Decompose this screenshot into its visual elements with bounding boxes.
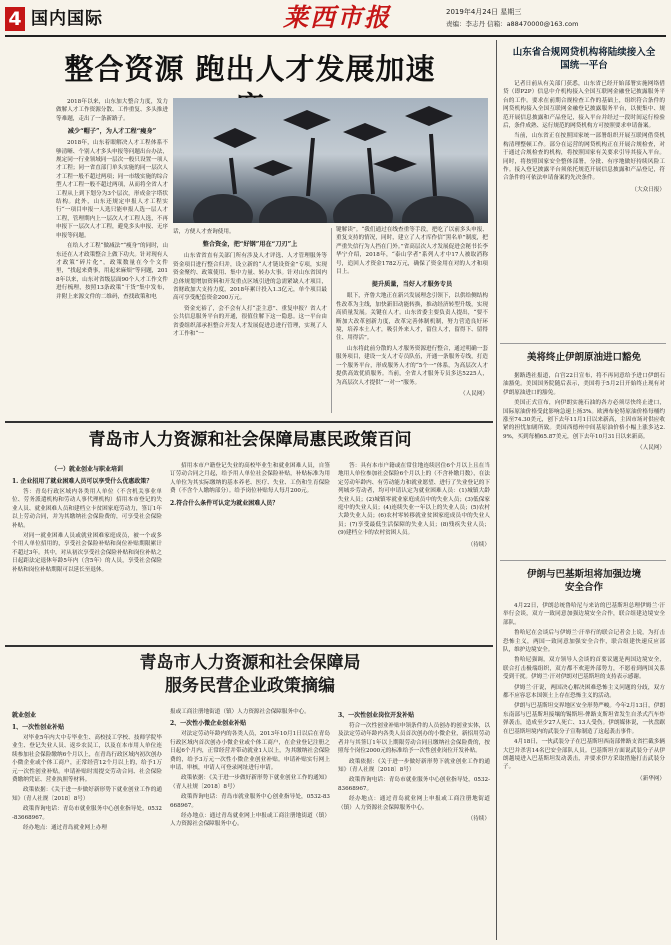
paragraph: 政策依据：《关于进一步做好新形势下就业创业工作的通知》（青人社规〔2018〕8号）: [170, 775, 330, 790]
sidebar-bottom-article: [503, 564, 665, 782]
page-number: 4: [5, 7, 25, 31]
qa-article-title: 青岛市人力资源和社会保障局惠民政策百问: [88, 430, 412, 450]
source-tag: （待续）: [467, 816, 490, 823]
paragraph: 政策依据：《关于进一步做好新形势下就业创业工作的通知》（青人社规〔2018〕8号）: [12, 787, 162, 802]
subsection-heading: 1、一次性创业补贴: [12, 724, 65, 731]
sidebar-bottom-title: 伊朗与巴基斯坦将加强边境安全合作: [527, 569, 642, 593]
paragraph: 4月18日，一伙武装分子在巴基斯坦西南部俾路支省拦截多辆大巴并杀害14名巴安全部队人员。巴基斯坦方面说武装分子从伊朗越境进入巴基斯坦发动袭击，并要求伊方采取措施打击武装分子。: [503, 739, 665, 771]
sidebar-divider: [500, 343, 666, 344]
paragraph: 2018年，山东着眼解决人才工程体系不够清晰、个别人才多头申报等问题出台办法，规定同一行业领域同一层次一般只设置一项人才工程；同一省直部门单头实施的同一层次人才工程一般不超过两项；同一市级实施的综合型人才工程一般不超过两项，从而将全省人才工程从上到下划分为3个层次，形成金字塔状结构。此外，山东还规定申报人才工程实行“一项目申报一人选只能申报人选一层人才工程，管理期内上一层次人才工程人选，不再申报下一层次人才工程，避免多头申报、无序申报等问题。: [56, 140, 168, 239]
paragraph: 山东将此前分散的人才服务资源进行整合，通过明确一套服务项目，建设一支人才专员队伍，开通一条服务专线，打造一个服务平台，形成服务人才的“5个一”体系，为高层次人才提供高效优质服务。当前，全省人才服务专员多达5225人，为高层次人才提供“一对一”服务。: [336, 345, 488, 386]
summary-title-line2: 服务民营企业政策摘编: [165, 676, 335, 696]
section-heading: 就业创业: [12, 712, 37, 719]
paragraph: 话，方便人才查询使用。: [173, 229, 235, 235]
paragraph: 资金充裕了，会不会有人打“歪主意”、重复申报？省人才公共信息服务平台的开通，很值住解下这一隐患。这一平台由省委组织部承担整合开发人才发展促进总进行管理，实现了人才工作和“一: [173, 305, 327, 338]
paragraph: 在给人才工程“做减法”“瘦身”的同时，山东还在人才政策整合上做下功夫。针对现有人才政策“碎片化”，政策数量在今个文件里，“找起来费事，用起来麻烦”等问题，2018年以来，山东对省级层面90个人才工作文件进行梳理，按照13条政策“干货”集中发布，并附上来源文件的二维码，查找政策和电: [56, 243, 168, 300]
source-tag: （人民网）: [460, 390, 488, 397]
paragraph: 4月22日，伊朗总统鲁哈尼与来访的巴基斯坦总理伊姆兰·汗举行会谈，双方一致同意加强边境安全合作，联合组建边境安全部队。: [503, 603, 665, 626]
section-label: （一）就业创业与职业培训: [50, 466, 123, 473]
lead-article-col3: [336, 98, 488, 397]
paragraph: 政策咨询电话：青岛市就业服务中心创业指导处，0532-83668967。: [170, 794, 330, 809]
issue-date: 2019年4月24日 星期三: [446, 8, 522, 16]
subsection-heading: 2、一次性小微企业创业补贴: [170, 720, 247, 728]
lead-article-col2: [173, 228, 327, 340]
paragraph: 当前，山东省正在按照国家统一部署组织开展互联网借贷机构清理整顿工作。部分在运营的网贷机构正在开展合规检查，对于通过合规检查的机构，将按照国家有关要求引导其接入平台。同时，将按照国家安全整体部署，分批、有序地做好持续风险工作。接入登记披露平台须依托规范开展信息披露和产品登记，符合条件的可依法申请备案的先决条件。: [503, 133, 665, 182]
paragraph: 经办地点：通过青岛就业网上办理: [23, 825, 107, 832]
paragraph: 经办地点：通过青岛就业网上申报或工商注册地街道（镇）人力资源社会保障服务中心。: [338, 796, 490, 811]
lead-article-col1: [56, 98, 168, 303]
paragraph: 记者日前从有关部门获悉，山东省已经开始部署实施网络借贷（即P2P）信息中介机构接入全国互联网金融登记披露服务平台的工作。要求在前期合规检查工作的基础上，组织符合条件的网贷机构接入全国互联网金融登记披露服务平台，以便集中、规范开展信息披露和产品登记，接入平台并经过一段时间运行检验后，条件成熟、运行规范的网贷机构方可按照要求申请备案。: [503, 81, 665, 130]
source-tag: （待续）: [467, 541, 490, 548]
qa-article-col3: [338, 462, 490, 548]
editor-line: 责编：李志丹 信箱：a88470000@163.com: [446, 20, 579, 28]
source-tag: （大众日报）: [631, 186, 665, 193]
summary-col2: [170, 708, 330, 831]
paragraph: 符合一次性创业补贴申领条件的人员创办的创业实体，以及法定劳动年龄内各类人员首次创办的小微企业，新招用劳动者并与其签订1年以上期限劳动合同且缴纳社会保险费的，按照每个岗位2000元的标准给予一次性创业岗位开发补贴。: [338, 723, 490, 755]
sidebar-mid-title: 美将终止伊朗原油进口豁免: [527, 352, 642, 363]
masthead-logo: 莱西市报: [283, 3, 392, 32]
sidebar-top-title: 山东省合规网贷机构将陆续接入全国统一平台: [512, 47, 656, 71]
subheading: 减少“帽子”，为人才工程“瘦身”: [67, 128, 157, 136]
paragraph: 美国正式宣布，向伊朗实施石油的各方必须尽快终止进口，国际原油价格受此影响急速上扬3%。欧洲布伦特原油价格每桶约涨至74.30美元，创下去年11月1日以来新高，主因市场对供应收紧的担忧加剧所致。美国西德州中间基原油价格小幅上涨多达2.9%，买到每桶65.87美元，创下去年10月31日以来新高。: [503, 400, 665, 440]
paragraph: 对同一就业困难人员或就业困难家庭成员，被一个或多个用人单位招用的，享受社会保险补贴和岗位补贴期限累计不超过3年。其中，对从初次享受社会保险补贴和岗位补贴之日起距法定退休年龄5年内（含5年）的人员，享受社会保险补贴和岗位补贴期限可以延长至退休。: [12, 533, 162, 573]
paragraph: 政策咨询电话：青岛市就业服务中心创业指导处，0532-83668967。: [338, 777, 490, 792]
lead-article-title: 整合资源 跑出人才发展加速: [64, 52, 436, 86]
summary-col3: [338, 708, 490, 822]
sidebar-mid-article: [503, 347, 665, 451]
paragraph: 据路透社报道，白宫22日宣布，将不再同意给予进口伊朗石油豁免。美国国务院随后表示，美国将于5月2日开始终止现有对伊朗原油进口的豁免。: [503, 373, 665, 396]
paragraph: 伊姆兰·汗说，两国决心解决困难恐怖主义问题的分歧，双方都不应容忍本国领土上存在恐怖主义的活动。: [503, 684, 665, 700]
qa-article-col2: [170, 462, 330, 510]
paragraph: 答：青岛行政区域内各类用人单位（不含机关事业单位、劳务派遣机构和劳动人事代理机构）招用本市登记的失业人员、就业困难人员和建档立卡贫困家庭劳动力，签订1年以上劳动合同，并为其缴纳社会保险费的，可享受社会保险补贴。: [12, 489, 162, 529]
paragraph: 鲁哈尼强调，双方领导人会谈的首要议题是两国边境安全，联合打击极端组织，双方都不欢迎外部势力，不愿看到两国关系受到干扰。伊姆兰·汗对伊朗对巴基斯坦的支持表示感谢。: [503, 657, 665, 681]
subsection-heading: 3、一次性创业岗位开发补贴: [338, 712, 415, 719]
summary-title-line1: 青岛市人力资源和社会保障局: [139, 653, 361, 673]
paragraph: 对法定劳动年龄内的各类人员，2013年10月1日以后在青岛行政区域内首次创办小微企业或个体工商户，在企业登记注册之日起6个月内，正常经营并带动就业1人以上，为其缴纳社会保险费的，给予3万元一次性小微企业创业补贴。申请补贴实行网上申请、审核，申请人可登录网址进行申请。: [170, 731, 330, 772]
section-divider: [5, 645, 493, 647]
paragraph: 经办地点：通过青岛就业网上申报或工商注册地街道（镇）人力资源社会保障服务中心。: [170, 813, 330, 828]
photo-caption: 提升质量，当好人才服务专员: [371, 281, 453, 289]
paragraph: 眼下，齐鲁大地正在新兴发展理念引领下，以供给侧结构性改革为主线，加快新旧动能转换，推动经济转型升级，实现高质量发展。关键在人才。山东省委主要负责人提出，“要不断加大改革创新力度，改革完善体制机制，努力营造良好环境，培养本土人才，吸引外来人才，留住人才，留得下、留得住、用得活”。: [336, 293, 488, 342]
section-title: 国内国际: [31, 9, 103, 29]
question: 2.符合什么条件可认定为就业困难人员？: [170, 499, 279, 507]
subheading: 整合资金，把“好钢”用在“刀刃”上: [202, 241, 298, 249]
section-divider: [5, 421, 493, 423]
source-tag: （新华网）: [637, 775, 665, 782]
sidebar-rule: [496, 40, 497, 940]
paragraph: 山东省省直有关部门所有涉及人才评选、人才管理服务等资金项目进行整合归并，设立新的“人才链设资金”专项，实现资金聚约、政策使用、集中力量、转办大事。针对山东省国内总体规划增加资料和开发重点区域引进的急需紧缺人才项目，省财政加大支持力度，2018年累计投入1.3亿元，单个项目最高可享受配套资金200万元。: [173, 253, 327, 302]
qa-article-col1: [12, 462, 162, 576]
question: 1. 企业招用了就业困难人员可以享受什么优惠政策？: [12, 478, 153, 485]
paragraph: 招用本市户籍登记失业的高校毕业生和就业困难人员，自签订劳动合同之月起，给予用人单位社会保险补贴，补贴标准为用人单位为其实际缴纳的基本养老、医疗、失业、工伤和生育保险费（不含个人缴纳部分）。给予岗位补贴每人每月200元。: [170, 463, 330, 495]
paragraph: 鲁哈尼在会谈后与伊姆兰·汗举行的联合记者会上说，为打击恐怖主义，两国一致同意加强安全合作，联合组建快速反应部队，维护边境安全。: [503, 630, 665, 654]
paragraph: 2018年以来，山东加大整合力度，发力做解人才工作资源分散、工作重复、多头推进等难题，走出了一条新路子。: [56, 99, 168, 122]
paragraph: 政策咨询电话：青岛市就业服务中心创业指导处，0532-83668967。: [12, 806, 162, 821]
paragraph: 键解读”。“我们通过在线查重等手段，把吃了以前多头申报、重复支持的情况，同时，建立了人才库作信“黑名单”制度，把严重失信行为人挡在门外。”省高层次人才发展促进会秘书长李华宁介绍，2018年，“泰山学者”系列人才中17人被取消称号，追回人才资金1782万元，确保了资金用在对的人才和项目上。: [336, 227, 488, 276]
paragraph: 伊朗与巴基斯坦交界地区安全形势严峻。今年2月13日，伊朗东南部与巴基斯坦接壤的锡斯坦-俾路支斯坦省发生自杀式汽车炸弹袭击，造成至少27人死亡、13人受伤。伊朗媒体说，一伙盘踞在巴基斯坦境内的武装分子宣称制造了这起袭击事件。: [503, 703, 665, 735]
summary-col1: [12, 708, 162, 834]
page-header: [0, 0, 671, 38]
paragraph: 对毕业5年内大中专毕业生、高校技工学校、技师学院毕业生、登记失业人员、返乡农民工，以及在本市用人单位连续参加社会保险缴纳6个月以上，在青岛行政区域内初次创办小微企业或个体工商户，正常经营12个月以上的，给予1万元一次性创业补贴。申请补贴时需提交劳动合同、社会保险费缴纳凭证、营业执照等材料。: [12, 735, 162, 784]
sidebar-top-article: [503, 42, 665, 193]
paragraph: 答：具有本市户籍或在常住地连续居住6个月以上且在当地用人单位参加社会保险6个月以上的（不含补缴月数），在法定劳动年龄内、有劳动能力和就业愿望、进行了失业登记的下列城乡劳动者，均可申请认定为就业困难人员：(1)城镇大龄失业人员；(2)城镇零就业家庭成员中的失业人员；(3)低保家庭中的失业人员；(4)连续失业一年以上的失业人员；(5)农村大龄失业人员；(6)农村零转移就业贫困家庭成员中的失业人员；(7)享受最低生活保障的失业人员；(8)残疾失业人员；(9)建档立卡的农村贫困人员。: [338, 463, 490, 537]
sidebar-divider: [500, 560, 666, 561]
column-rule: [331, 228, 332, 413]
header-rule: [5, 35, 666, 37]
paragraph: 政策依据：《关于进一步做好新形势下就业创业工作的通知》（青人社规〔2018〕8号）: [338, 758, 490, 774]
paragraph: 报或工商注册地街道（镇）人力资源社会保障服务中心。: [170, 709, 310, 715]
source-tag: （人民网）: [637, 445, 665, 452]
